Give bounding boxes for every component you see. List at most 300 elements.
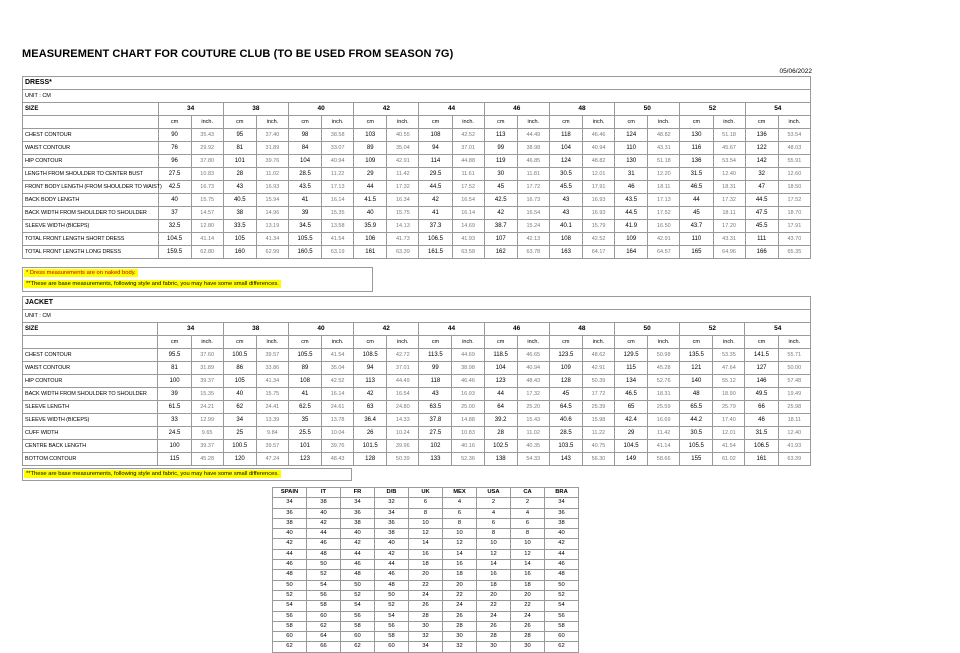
table-row — [273, 539, 579, 549]
value-inch: 16.93 — [256, 181, 288, 194]
value-cm: 118 — [549, 129, 582, 142]
value-cm: 102 — [419, 440, 452, 453]
value-cm: 81 — [223, 142, 256, 155]
value-inch: 41.14 — [191, 233, 223, 246]
table-row — [23, 440, 811, 453]
dress-row-label: CHEST CONTOUR — [23, 129, 159, 142]
value-inch: 37.80 — [191, 155, 223, 168]
value-cm: 84 — [288, 142, 321, 155]
conversion-cell: 34 — [375, 508, 409, 518]
value-cm: 65.5 — [680, 401, 713, 414]
value-cm: 130 — [615, 155, 648, 168]
value-cm: 76 — [158, 142, 191, 155]
value-cm: 165 — [680, 246, 713, 259]
dress-size-header: 42 — [354, 103, 419, 116]
value-cm: 108.5 — [354, 349, 387, 362]
dress-size-header: 52 — [680, 103, 745, 116]
value-inch: 63.39 — [778, 453, 810, 466]
jacket-unit-header-cell: inch. — [713, 336, 745, 349]
conversion-column-header: UK — [409, 488, 443, 498]
value-inch: 40.55 — [387, 129, 419, 142]
table-row — [23, 414, 811, 427]
value-cm: 40.1 — [549, 220, 582, 233]
conversion-cell: 46 — [375, 570, 409, 580]
value-cm: 44.5 — [615, 207, 648, 220]
value-inch: 9.65 — [191, 427, 223, 440]
value-inch: 17.40 — [713, 414, 745, 427]
conversion-cell: 42 — [341, 539, 375, 549]
dress-unit-header-cell: cm — [615, 116, 648, 129]
value-cm: 110 — [615, 142, 648, 155]
conversion-cell: 66 — [307, 642, 341, 652]
value-cm: 45.5 — [745, 220, 778, 233]
value-inch: 48.43 — [517, 375, 549, 388]
dress-unit-header-cell: inch. — [517, 116, 549, 129]
value-cm: 36.4 — [354, 414, 387, 427]
conversion-cell: 30 — [409, 621, 443, 631]
value-inch: 40.16 — [452, 440, 484, 453]
value-inch: 16.54 — [387, 388, 419, 401]
value-cm: 130 — [680, 129, 713, 142]
dress-size-header: 48 — [549, 103, 614, 116]
conversion-column-header: D/B — [375, 488, 409, 498]
table-row — [273, 632, 579, 642]
value-inch: 15.43 — [517, 414, 549, 427]
conversion-cell: 60 — [273, 632, 307, 642]
conversion-cell: 44 — [375, 560, 409, 570]
value-cm: 31 — [615, 168, 648, 181]
conversion-cell: 54 — [375, 611, 409, 621]
value-inch: 10.83 — [452, 427, 484, 440]
conversion-cell: 14 — [477, 560, 511, 570]
value-cm: 64 — [484, 401, 517, 414]
conversion-cell: 28 — [477, 632, 511, 642]
value-cm: 161 — [354, 246, 387, 259]
value-cm: 136 — [745, 129, 778, 142]
conversion-cell: 48 — [307, 549, 341, 559]
conversion-cell: 22 — [443, 590, 477, 600]
value-inch: 15.35 — [322, 207, 354, 220]
jacket-row-label: BOTTOM CONTOUR — [23, 453, 158, 466]
value-cm: 26 — [354, 427, 387, 440]
value-cm: 32 — [745, 168, 778, 181]
jacket-unit-header-blank — [23, 336, 158, 349]
jacket-size-header: 34 — [158, 323, 223, 336]
value-cm: 161 — [745, 453, 778, 466]
jacket-size-header: 46 — [484, 323, 549, 336]
dress-table-wrapper — [22, 76, 811, 259]
conversion-cell: 52 — [341, 590, 375, 600]
value-cm: 45 — [680, 207, 713, 220]
conversion-cell: 60 — [375, 642, 409, 652]
value-inch: 42.52 — [322, 375, 354, 388]
value-inch: 63.78 — [517, 246, 549, 259]
value-cm: 120 — [223, 453, 256, 466]
value-cm: 47 — [745, 181, 778, 194]
value-cm: 99 — [419, 362, 452, 375]
value-cm: 34.5 — [288, 220, 321, 233]
value-inch: 15.35 — [191, 388, 223, 401]
dress-row-label: TOTAL FRONT LENGTH LONG DRESS — [23, 246, 159, 259]
dress-unit-header-cell: inch. — [648, 116, 680, 129]
value-cm: 149 — [615, 453, 648, 466]
conversion-cell: 20 — [511, 590, 545, 600]
value-inch: 57.48 — [778, 375, 810, 388]
value-inch: 55.91 — [778, 155, 810, 168]
jacket-size-header: 38 — [223, 323, 288, 336]
value-inch: 39.57 — [256, 440, 288, 453]
value-cm: 135.5 — [680, 349, 713, 362]
conversion-cell: 30 — [511, 642, 545, 652]
value-inch: 17.13 — [648, 194, 680, 207]
conversion-cell: 54 — [545, 601, 579, 611]
table-row — [23, 233, 811, 246]
value-inch: 39.37 — [191, 375, 223, 388]
value-cm: 101 — [288, 440, 321, 453]
value-inch: 48.03 — [778, 142, 810, 155]
table-row — [273, 508, 579, 518]
dress-unit-header-cell: cm — [745, 116, 778, 129]
value-inch: 50.39 — [387, 453, 419, 466]
dress-unit-header-cell: cm — [223, 116, 256, 129]
value-inch: 42.72 — [387, 349, 419, 362]
value-cm: 40.5 — [223, 194, 256, 207]
conversion-cell: 56 — [307, 590, 341, 600]
value-inch: 16.14 — [322, 388, 354, 401]
value-inch: 24.41 — [256, 401, 288, 414]
value-cm: 38 — [223, 207, 256, 220]
conversion-cell: 28 — [511, 632, 545, 642]
value-inch: 24.80 — [387, 401, 419, 414]
value-cm: 113.5 — [419, 349, 452, 362]
value-cm: 43 — [549, 207, 582, 220]
value-cm: 46 — [615, 181, 648, 194]
value-inch: 56.30 — [582, 453, 614, 466]
value-cm: 104 — [288, 155, 321, 168]
conversion-cell: 42 — [545, 539, 579, 549]
value-inch: 24.21 — [191, 401, 223, 414]
value-inch: 42.91 — [582, 362, 614, 375]
dress-unit-header-blank — [23, 116, 159, 129]
value-cm: 41 — [288, 194, 321, 207]
conversion-cell: 22 — [477, 601, 511, 611]
value-inch: 10.04 — [322, 427, 354, 440]
conversion-cell: 10 — [477, 539, 511, 549]
value-cm: 30 — [484, 168, 517, 181]
value-inch: 33.07 — [322, 142, 354, 155]
conversion-cell: 36 — [545, 508, 579, 518]
value-inch: 15.98 — [582, 414, 614, 427]
conversion-cell: 2 — [477, 498, 511, 508]
jacket-unit-header-cell: inch. — [517, 336, 549, 349]
conversion-cell: 52 — [307, 570, 341, 580]
conversion-cell: 60 — [307, 611, 341, 621]
conversion-cell: 10 — [409, 518, 443, 528]
value-inch: 12.99 — [191, 414, 223, 427]
jacket-size-header: 54 — [745, 323, 811, 336]
value-inch: 31.89 — [256, 142, 288, 155]
conversion-column-header: SPAIN — [273, 488, 307, 498]
value-inch: 12.40 — [713, 168, 745, 181]
value-cm: 63 — [354, 401, 387, 414]
value-cm: 89 — [354, 142, 387, 155]
value-cm: 49.5 — [745, 388, 778, 401]
value-inch: 11.02 — [517, 427, 549, 440]
conversion-cell: 6 — [477, 518, 511, 528]
dress-size-header: 50 — [615, 103, 680, 116]
value-inch: 55.12 — [713, 375, 745, 388]
jacket-unit-label: UNIT : CM — [23, 310, 811, 323]
value-inch: 37.01 — [387, 362, 419, 375]
value-inch: 40.94 — [583, 142, 615, 155]
value-inch: 25.79 — [713, 401, 745, 414]
value-inch: 16.73 — [191, 181, 223, 194]
value-cm: 100.5 — [223, 440, 256, 453]
conversion-cell: 42 — [273, 539, 307, 549]
value-cm: 46 — [745, 414, 778, 427]
value-cm: 42.5 — [158, 181, 191, 194]
value-inch: 39.96 — [387, 440, 419, 453]
value-inch: 39.76 — [256, 155, 288, 168]
value-inch: 37.40 — [256, 129, 288, 142]
conversion-column-header: MEX — [443, 488, 477, 498]
table-row — [23, 168, 811, 181]
value-cm: 164 — [615, 246, 648, 259]
value-inch: 29.92 — [191, 142, 223, 155]
value-inch: 12.80 — [191, 220, 223, 233]
jacket-unit-header-cell: inch. — [778, 336, 810, 349]
size-conversion-table-wrapper — [272, 487, 579, 653]
conversion-cell: 16 — [511, 570, 545, 580]
conversion-cell: 54 — [307, 580, 341, 590]
dress-unit-header-row — [23, 116, 811, 129]
jacket-row-label: SLEEVE LENGTH — [23, 401, 158, 414]
value-inch: 17.52 — [452, 181, 484, 194]
value-inch: 13.39 — [256, 414, 288, 427]
conversion-cell: 4 — [477, 508, 511, 518]
value-cm: 109 — [615, 233, 648, 246]
conversion-cell: 38 — [375, 529, 409, 539]
document-date: 05/06/2022 — [779, 68, 812, 75]
value-cm: 116 — [680, 142, 713, 155]
conversion-cell: 40 — [375, 539, 409, 549]
value-inch: 17.72 — [517, 181, 549, 194]
conversion-cell: 8 — [409, 508, 443, 518]
conversion-cell: 6 — [511, 518, 545, 528]
table-row — [23, 194, 811, 207]
jacket-measurement-table — [22, 296, 811, 466]
value-inch: 52.76 — [648, 375, 680, 388]
value-cm: 44 — [680, 194, 713, 207]
value-cm: 118 — [419, 375, 452, 388]
value-cm: 37 — [158, 207, 191, 220]
dress-size-header: 34 — [158, 103, 223, 116]
conversion-cell: 8 — [443, 518, 477, 528]
conversion-cell: 50 — [341, 580, 375, 590]
conversion-cell: 6 — [443, 508, 477, 518]
value-inch: 18.50 — [778, 181, 810, 194]
table-row — [273, 549, 579, 559]
value-inch: 17.20 — [713, 220, 745, 233]
value-cm: 123.5 — [549, 349, 582, 362]
value-inch: 35.04 — [387, 142, 419, 155]
value-cm: 108 — [549, 233, 582, 246]
jacket-size-header: 48 — [549, 323, 614, 336]
dress-size-label: SIZE — [23, 103, 159, 116]
value-cm: 100 — [158, 440, 191, 453]
conversion-cell: 58 — [307, 601, 341, 611]
value-inch: 17.72 — [582, 388, 614, 401]
value-cm: 128 — [354, 453, 387, 466]
dress-unit-row — [23, 90, 811, 103]
value-cm: 63.5 — [419, 401, 452, 414]
conversion-cell: 40 — [545, 529, 579, 539]
conversion-cell: 50 — [273, 580, 307, 590]
value-cm: 29 — [354, 168, 387, 181]
conversion-cell: 16 — [443, 560, 477, 570]
table-row — [23, 362, 811, 375]
conversion-cell: 38 — [545, 518, 579, 528]
value-cm: 96 — [158, 155, 191, 168]
conversion-cell: 14 — [443, 549, 477, 559]
value-cm: 42 — [419, 194, 452, 207]
jacket-size-header: 42 — [354, 323, 419, 336]
jacket-size-header: 52 — [680, 323, 745, 336]
value-cm: 43.7 — [680, 220, 713, 233]
conversion-cell: 12 — [511, 549, 545, 559]
value-cm: 138 — [484, 453, 517, 466]
value-inch: 14.13 — [387, 220, 419, 233]
conversion-cell: 58 — [545, 621, 579, 631]
value-inch: 39.76 — [322, 440, 354, 453]
value-cm: 94 — [419, 142, 452, 155]
conversion-cell: 12 — [443, 539, 477, 549]
conversion-cell: 50 — [375, 590, 409, 600]
conversion-column-header: USA — [477, 488, 511, 498]
conversion-cell: 58 — [273, 621, 307, 631]
conversion-cell: 26 — [511, 621, 545, 631]
jacket-section-title: JACKET — [23, 297, 811, 310]
value-inch: 46.85 — [517, 155, 549, 168]
conversion-cell: 16 — [409, 549, 443, 559]
value-inch: 64.96 — [713, 246, 745, 259]
jacket-row-label: SLEEVE WIDTH (BICEPS) — [23, 414, 158, 427]
jacket-unit-header-cell: cm — [680, 336, 713, 349]
value-inch: 53.35 — [713, 349, 745, 362]
conversion-cell: 10 — [443, 529, 477, 539]
value-cm: 47.5 — [745, 207, 778, 220]
value-inch: 42.52 — [583, 233, 615, 246]
conversion-cell: 4 — [443, 498, 477, 508]
value-cm: 66 — [745, 401, 778, 414]
value-cm: 105 — [223, 233, 256, 246]
value-inch: 63.58 — [452, 246, 484, 259]
dress-unit-header-cell: cm — [354, 116, 387, 129]
conversion-cell: 28 — [409, 611, 443, 621]
value-inch: 14.33 — [387, 414, 419, 427]
conversion-cell: 8 — [511, 529, 545, 539]
value-cm: 44 — [354, 181, 387, 194]
value-cm: 89 — [288, 362, 321, 375]
table-row — [273, 518, 579, 528]
value-inch: 42.91 — [387, 155, 419, 168]
value-cm: 33 — [158, 414, 191, 427]
value-cm: 40 — [354, 207, 387, 220]
jacket-unit-header-cell: cm — [158, 336, 191, 349]
value-cm: 99 — [484, 142, 517, 155]
value-cm: 104 — [549, 142, 582, 155]
value-inch: 63.19 — [322, 246, 354, 259]
conversion-cell: 34 — [273, 498, 307, 508]
table-row — [23, 375, 811, 388]
value-cm: 45.5 — [549, 181, 582, 194]
conversion-cell: 26 — [477, 621, 511, 631]
conversion-cell: 56 — [273, 611, 307, 621]
conversion-cell: 2 — [511, 498, 545, 508]
value-inch: 12.01 — [713, 427, 745, 440]
conversion-cell: 36 — [273, 508, 307, 518]
value-inch: 25.20 — [517, 401, 549, 414]
conversion-cell: 50 — [545, 580, 579, 590]
conversion-cell: 14 — [409, 539, 443, 549]
conversion-cell: 46 — [341, 560, 375, 570]
jacket-size-header: 44 — [419, 323, 484, 336]
value-inch: 40.75 — [582, 440, 614, 453]
value-cm: 95 — [223, 129, 256, 142]
value-cm: 119 — [484, 155, 517, 168]
value-inch: 15.75 — [256, 388, 288, 401]
value-inch: 24.61 — [322, 401, 354, 414]
value-cm: 65 — [615, 401, 648, 414]
value-inch: 11.61 — [452, 168, 484, 181]
conversion-cell: 38 — [273, 518, 307, 528]
value-inch: 11.02 — [256, 168, 288, 181]
dress-unit-header-cell: inch. — [778, 116, 810, 129]
value-inch: 41.93 — [452, 233, 484, 246]
table-row — [273, 529, 579, 539]
dress-size-header: 40 — [288, 103, 353, 116]
value-cm: 45 — [549, 388, 582, 401]
value-inch: 47.64 — [713, 362, 745, 375]
value-cm: 124 — [549, 155, 582, 168]
jacket-row-label: CHEST CONTOUR — [23, 349, 158, 362]
jacket-row-label: CENTRE BACK LENGTH — [23, 440, 158, 453]
dress-measurement-table — [22, 76, 811, 259]
value-inch: 64.57 — [648, 246, 680, 259]
value-inch: 37.01 — [452, 142, 484, 155]
value-cm: 143 — [549, 453, 582, 466]
value-cm: 39.2 — [484, 414, 517, 427]
conversion-cell: 4 — [511, 508, 545, 518]
value-inch: 38.58 — [322, 129, 354, 142]
dress-unit-header-cell: inch. — [256, 116, 288, 129]
value-inch: 51.18 — [648, 155, 680, 168]
dress-section-title-row — [23, 77, 811, 90]
value-cm: 111 — [745, 233, 778, 246]
value-cm: 31.5 — [680, 168, 713, 181]
dress-size-header: 38 — [223, 103, 288, 116]
conversion-cell: 52 — [375, 601, 409, 611]
value-inch: 35.43 — [191, 129, 223, 142]
value-cm: 100 — [158, 375, 191, 388]
value-inch: 17.32 — [517, 388, 549, 401]
conversion-cell: 16 — [477, 570, 511, 580]
value-cm: 115 — [158, 453, 191, 466]
jacket-unit-header-cell: inch. — [582, 336, 614, 349]
conversion-cell: 6 — [409, 498, 443, 508]
value-cm: 30.5 — [549, 168, 582, 181]
value-inch: 41.93 — [778, 440, 810, 453]
